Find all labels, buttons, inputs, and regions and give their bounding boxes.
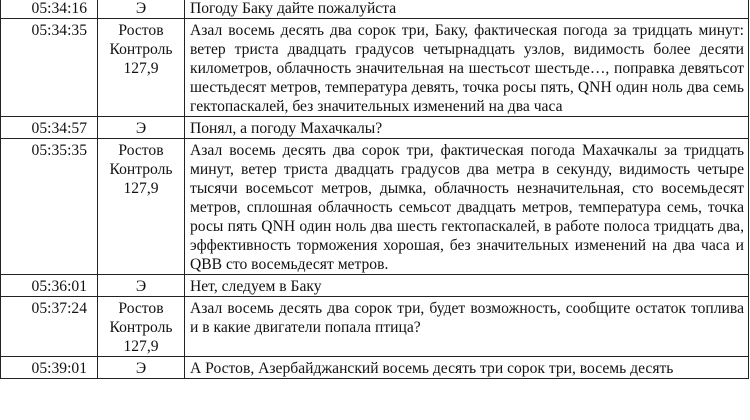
message-cell: Погоду Баку дайте пожалуйста — [185, 0, 749, 19]
time-cell: 05:34:57 — [1, 117, 98, 139]
message-cell: А Ростов, Азербайджанский восемь десять три сорок три, восемь десять — [185, 357, 749, 379]
table-row — [1, 0, 749, 19]
speaker-cell — [98, 19, 185, 117]
table-row — [1, 275, 749, 297]
speaker-name: Э — [135, 278, 147, 295]
speaker-cell — [98, 357, 185, 379]
message-cell: Азал восемь десять два сорок три, Баку, фактическая погода за тридцать минут: ветер триста двадцать градусов четырнадцать узлов, видимость более десяти километров, облачность значительная на шестьсот шестьде…, поправка девятьсот шестьдесят метров, температура девять, точка росы пять, QNH один ноль два семь гектопаскалей, без значительных изменений на два часа — [185, 19, 749, 117]
speaker-name: Ростов — [118, 142, 164, 159]
table-row — [1, 297, 749, 357]
speaker-cell — [98, 297, 185, 357]
speaker-frequency: 127,9 — [123, 180, 159, 197]
speaker-unit: Контроль — [109, 41, 173, 58]
speaker-name: Ростов — [118, 22, 164, 39]
speaker-frequency: 127,9 — [123, 338, 159, 355]
time-cell: 05:39:01 — [1, 357, 98, 379]
speaker-cell — [98, 0, 185, 19]
message-cell: Азал восемь десять два сорок три, будет возможность, сообщите остаток топлива и в какие двигатели попала птица? — [185, 297, 749, 357]
time-cell: 05:36:01 — [1, 275, 98, 297]
speaker-cell — [98, 139, 185, 275]
speaker-name: Э — [135, 360, 147, 377]
speaker-cell — [98, 117, 185, 139]
message-cell: Азал восемь десять два сорок три, фактическая погода Махачкалы за тридцать минут, ветер триста двадцать градусов два метра в секунду, видимость четыре тысячи восемьсот метров, дымка, облачность незначительная, сто восемьдесят метров, сплошная облачность семьсот двадцать метров, температура семь, точка росы пять QNH один ноль два шесть гектопаскалей, в работе полоса тридцать два, эффективность торможения хорошая, без значительных изменений на два часа и QBB сто восемьдесят метров. — [185, 139, 749, 275]
table-row — [1, 139, 749, 275]
speaker-cell — [98, 275, 185, 297]
time-cell: 05:37:24 — [1, 297, 98, 357]
speaker-unit: Контроль — [109, 161, 173, 178]
time-cell: 05:34:35 — [1, 19, 98, 117]
speaker-name: Ростов — [118, 300, 164, 317]
message-cell: Понял, а погоду Махачкалы? — [185, 117, 749, 139]
table-row — [1, 117, 749, 139]
table-row — [1, 19, 749, 117]
time-cell: 05:35:35 — [1, 139, 98, 275]
speaker-frequency: 127,9 — [123, 60, 159, 77]
speaker-name: Э — [135, 120, 147, 137]
speaker-unit: Контроль — [109, 319, 173, 336]
time-cell: 05:34:16 — [1, 0, 98, 19]
table-row — [1, 357, 749, 379]
speaker-name: Э — [135, 0, 147, 17]
message-cell: Нет, следуем в Баку — [185, 275, 749, 297]
